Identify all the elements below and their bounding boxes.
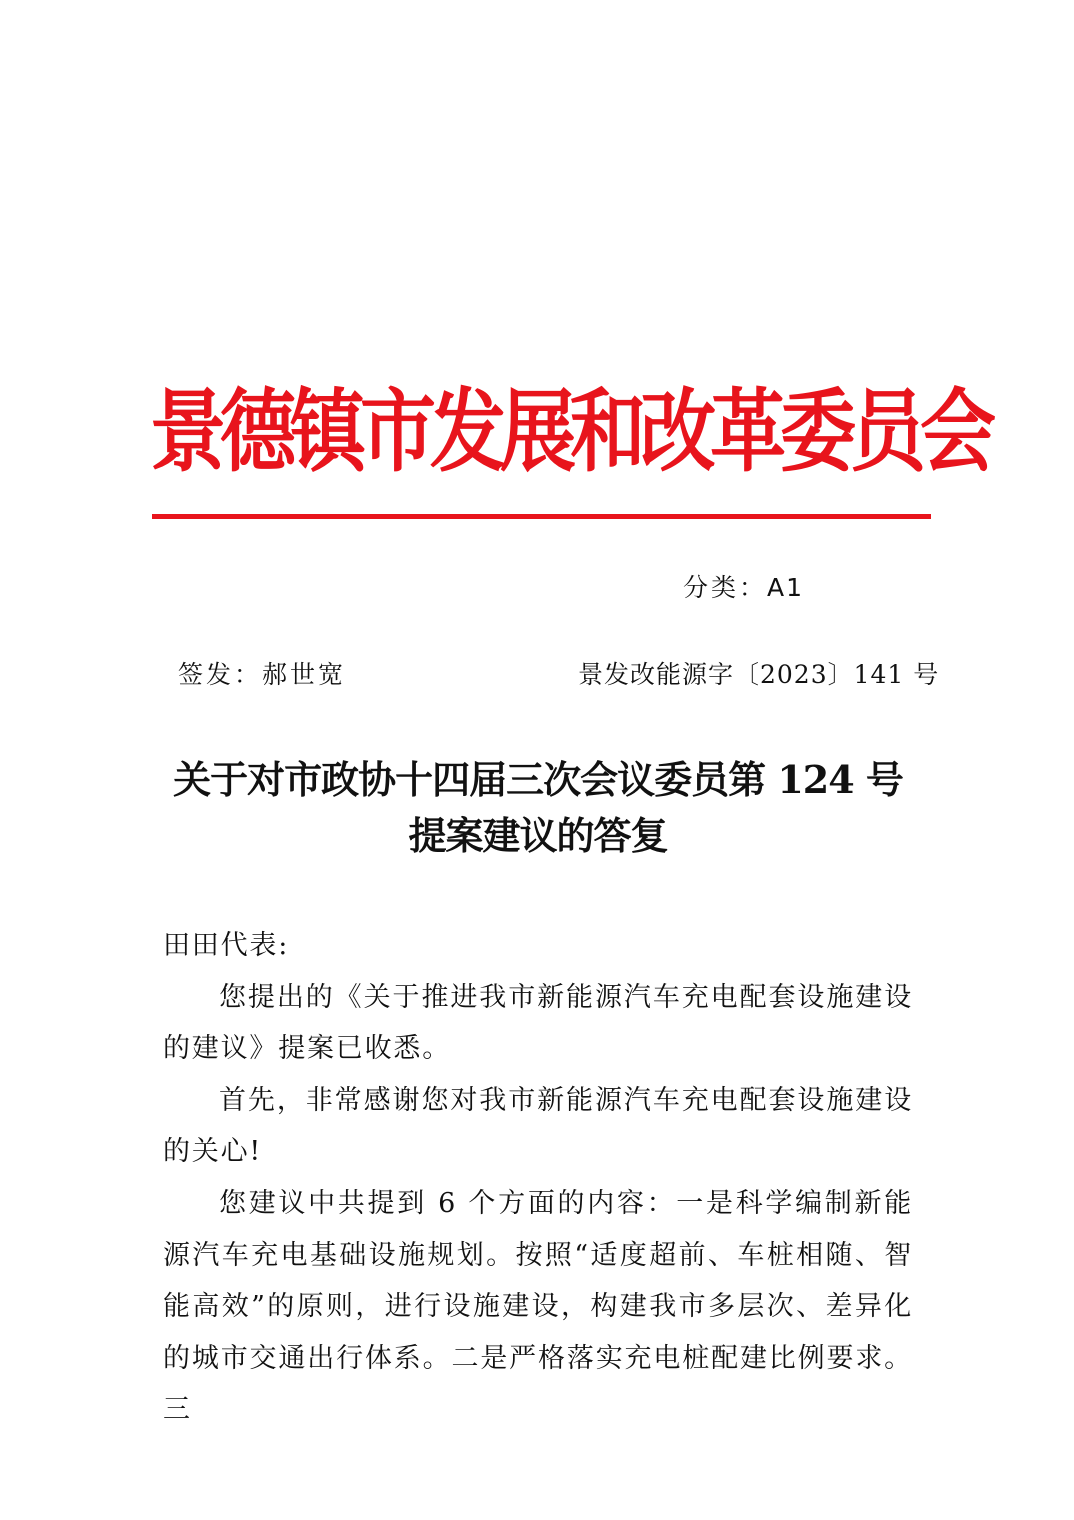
document-number: 景发改能源字〔2023〕141 号	[578, 660, 940, 689]
letterhead-org-name: 景德镇市发展和改革委员会	[150, 378, 990, 484]
classification-value: A1	[767, 573, 805, 602]
signer-label: 签发：	[178, 660, 263, 689]
salutation: 田田代表:	[163, 930, 290, 961]
signer-name: 郝世宽	[262, 660, 347, 689]
signer	[178, 658, 346, 692]
document-body	[163, 920, 913, 1436]
body-paragraph: 您提出的《关于推进我市新能源汽车充电配套设施建设的建议》提案已收悉。	[163, 981, 913, 1065]
classification	[683, 571, 804, 605]
body-paragraph: 您建议中共提到 6 个方面的内容：一是科学编制新能源汽车充电基础设施规划。按照“适度超前、车桩相随、智能高效”的原则，进行设施建设，构建我市多层次、差异化的城市交通出行体系。二是严格落实充电桩配建比例要求。三	[163, 1187, 913, 1426]
classification-label: 分类：	[683, 573, 768, 602]
document-title	[150, 752, 926, 864]
letterhead-red-divider	[152, 514, 931, 519]
body-paragraph: 首先，非常感谢您对我市新能源汽车充电配套设施建设的关心!	[163, 1084, 913, 1168]
title-line-1: 关于对市政协十四届三次会议委员第 124 号	[173, 757, 903, 802]
title-line-2: 提案建议的答复	[408, 813, 668, 858]
